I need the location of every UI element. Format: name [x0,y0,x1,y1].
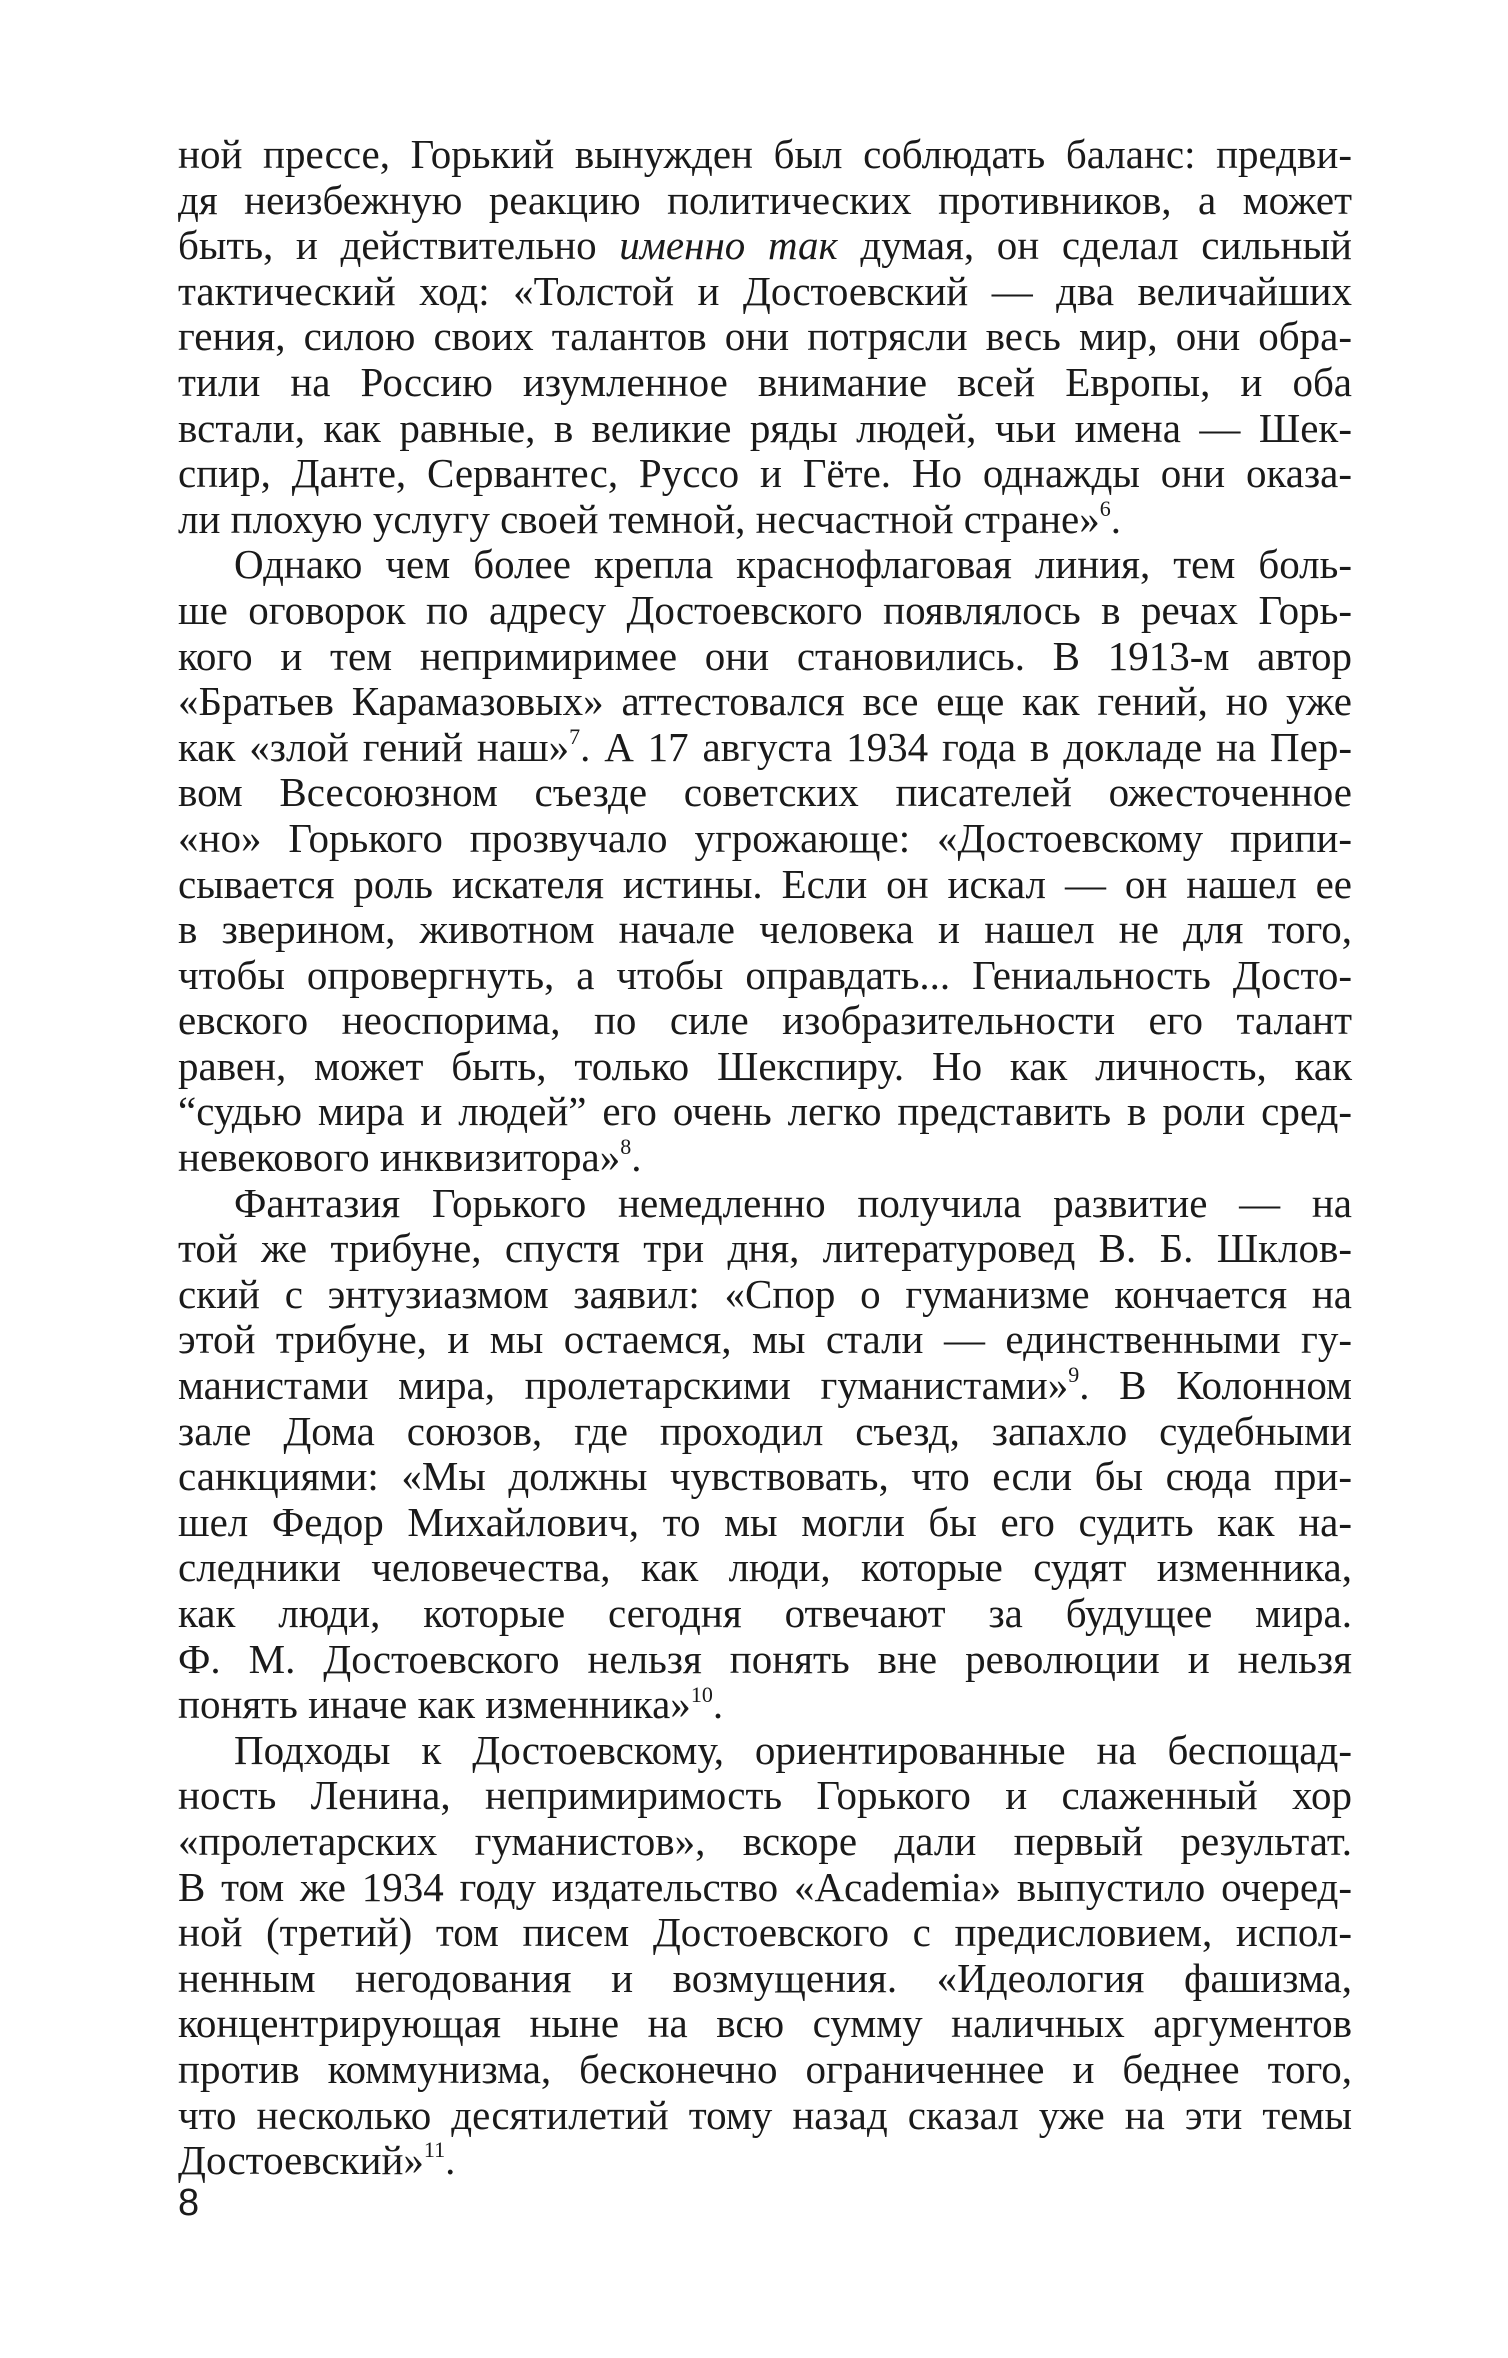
footnote-ref: 8 [620,1134,632,1160]
text-line: Фантазия Горького немедленно получила развитие — на [234,1179,1352,1226]
text-line: дя неизбежную реакцию политических противников, а может [178,176,1352,223]
text-line: ной (третий) том писем Достоевского с предисловием, испол- [178,1909,1352,1956]
text-line: ше оговорок по адресу Достоевского появлялось в речах Горь- [178,586,1352,633]
text-line: Ф. М. Достоевского нельзя понять вне революции и нельзя [178,1635,1352,1682]
text-line: ли плохую услугу своей темной, несчастной стране»$^6$. [178,495,1121,542]
text-line: “судью мира и людей” его очень легко представить в роли сред- [178,1088,1352,1135]
text-line: против коммунизма, бесконечно ограниченнее и беднее того, [178,2045,1352,2092]
text-line: тили на Россию изумленное внимание всей Европы, и оба [178,358,1352,405]
text-line: что несколько десятилетий тому назад сказал уже на эти темы [178,2091,1352,2138]
text-line: сывается роль искателя истины. Если он искал — он нашел ее [178,860,1352,907]
text-line: ненным негодования и возмущения. «Идеология фашизма, [178,1954,1352,2001]
text-line: гения, силою своих талантов они потрясли весь мир, они обра- [178,313,1352,360]
text-line: этой трибуне, и мы остаемся, мы стали — единственными гу- [178,1316,1352,1363]
text-line: быть, и действительно именно так думая, он сделал сильный [178,222,1352,269]
text-line: «Братьев Карамазовых» аттестовался все еще как гений, но уже [178,678,1352,725]
footnote-ref: 9 [1068,1362,1080,1388]
paragraph [178,1728,1352,2184]
text-line: евского неоспорима, по силе изобразительности его талант [178,997,1352,1044]
text-line: равен, может быть, только Шекспиру. Но как личность, как [178,1042,1352,1089]
text-line: как «злой гений наш»$^7$. А 17 августа 1934 года в докладе на Пер- [178,723,1353,770]
paragraph [178,1181,1352,1728]
text-line: чтобы опровергнуть, а чтобы оправдать... Гениальность Досто- [178,951,1352,998]
text-line: той же трибуне, спустя три дня, литературовед В. Б. Шклов- [178,1225,1352,1272]
text-line: как люди, которые сегодня отвечают за будущее мира. [178,1590,1352,1636]
paragraph [178,542,1352,1180]
page-number: 8 [178,2182,200,2224]
body-text [178,132,1352,2184]
text-line: ной прессе, Горький вынужден был соблюдать баланс: предви- [178,131,1352,177]
text-line: спир, Данте, Сервантес, Руссо и Гёте. Но однажды они оказа- [178,450,1352,497]
text-line: «но» Горького прозвучало угрожающе: «Достоевскому припи- [178,814,1352,861]
text-line: ность Ленина, непримиримость Горького и слаженный хор [178,1772,1352,1819]
text-line: зале Дома союзов, где проходил съезд, запахло судебными [178,1407,1352,1454]
text-line: тактический ход: «Толстой и Достоевский — два величайших [178,267,1352,314]
footnote-ref: 11 [423,2137,446,2163]
paragraph [178,132,1352,542]
text-line: шел Федор Михайлович, то мы могли бы его судить как на- [178,1498,1352,1545]
text-line: Однако чем более крепла краснофлаговая линия, тем боль- [234,541,1352,588]
text-line: концентрирующая ныне на всю сумму наличных аргументов [178,2000,1352,2047]
footnote-ref: 10 [690,1681,713,1707]
text-line: в зверином, животном начале человека и нашел не для того, [178,906,1352,953]
text-line: кого и тем непримиримее они становились. В 1913-м автор [178,632,1352,679]
footnote-ref: 7 [569,724,581,750]
text-line: «пролетарских гуманистов», вскоре дали первый результат. [178,1817,1352,1864]
text-line: ский с энтузиазмом заявил: «Спор о гуманизме кончается на [178,1270,1352,1317]
text-line: Достоевский»$^{11}$. [178,2137,456,2184]
footnote-ref: 6 [1099,496,1111,522]
text-line: встали, как равные, в великие ряды людей, чьи имена — Шек- [178,404,1352,451]
text-line: следники человечества, как люди, которые судят изменника, [178,1544,1352,1591]
emphasis: именно так [619,222,838,269]
text-line: санкциями: «Мы должны чувствовать, что если бы сюда при- [178,1453,1352,1500]
text-line: вом Всесоюзном съезде советских писателей ожесточенное [178,769,1352,816]
text-line: Подходы к Достоевскому, ориентированные на беспощад- [234,1726,1352,1773]
text-line: понять иначе как изменника»$^{10}$. [178,1681,724,1728]
text-line: В том же 1934 году издательство «Academia» выпустило очеред- [178,1863,1352,1910]
text-line: манистами мира, пролетарскими гуманистами»$^9$. В Колонном [178,1362,1353,1409]
text-line: невекового инквизитора»$^8$. [178,1134,642,1181]
